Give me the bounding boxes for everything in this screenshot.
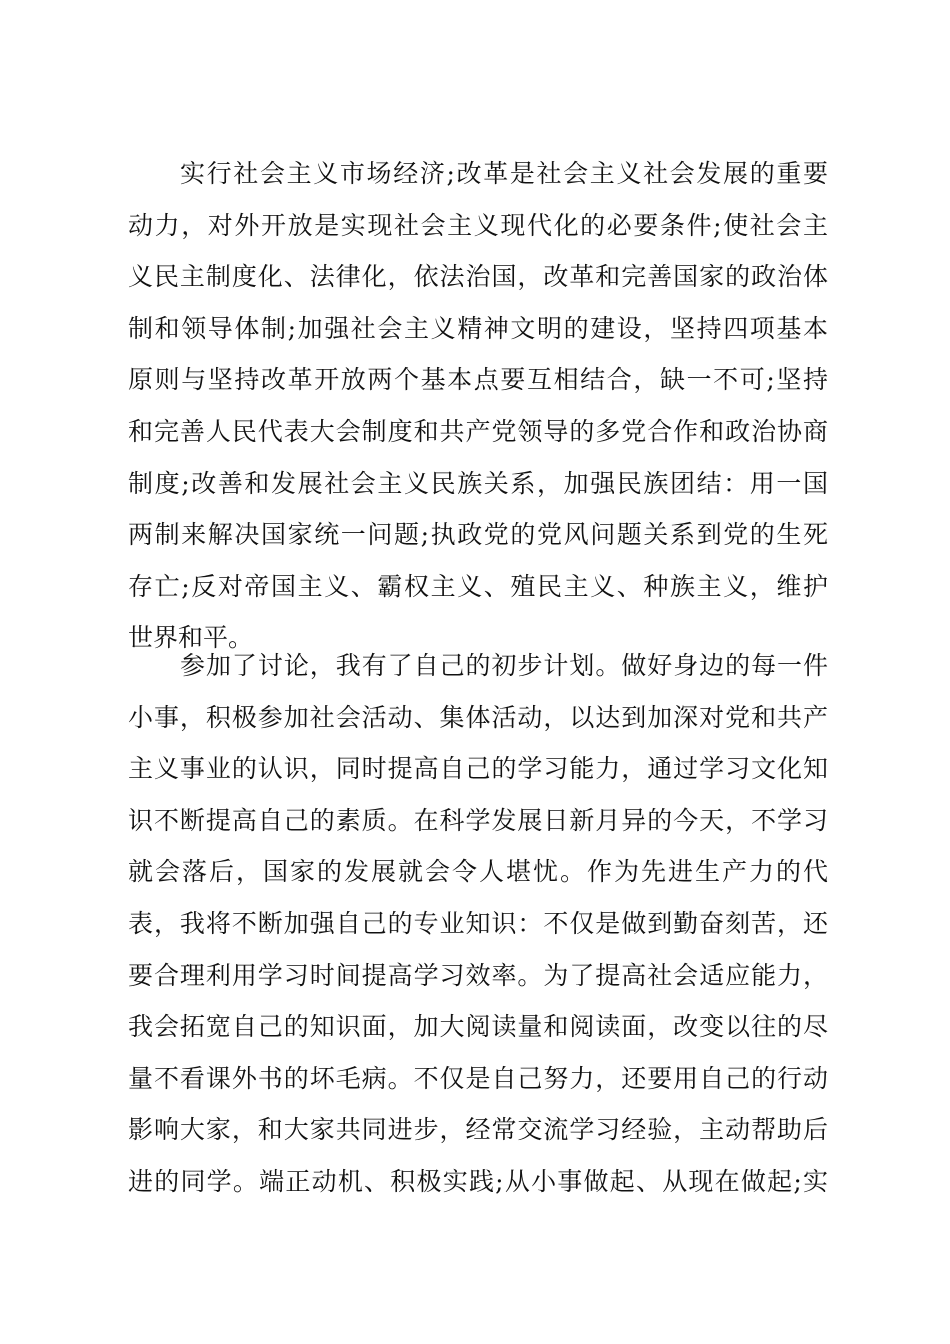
paragraph-line: 进的同学。端正动机、积极实践;从小事做起、从现在做起;实 [128, 1166, 828, 1196]
paragraph-line: 表，我将不断加强自己的专业知识：不仅是做到勤奋刻苦，还 [128, 908, 828, 938]
paragraph-line: 我会拓宽自己的知识面，加大阅读量和阅读面，改变以往的尽 [128, 1012, 828, 1042]
paragraph-line: 义民主制度化、法律化，依法治国，改革和完善国家的政治体 [128, 262, 828, 292]
paragraph-line: 参加了讨论，我有了自己的初步计划。做好身边的每一件 [180, 651, 828, 680]
paragraph-1 [128, 148, 828, 664]
paragraph-line: 影响大家，和大家共同进步，经常交流学习经验，主动帮助后 [128, 1115, 828, 1145]
paragraph-line: 识不断提高自己的素质。在科学发展日新月异的今天，不学习 [128, 805, 828, 835]
paragraph-line: 量不看课外书的坏毛病。不仅是自己努力，还要用自己的行动 [128, 1063, 828, 1093]
paragraph-2 [128, 640, 828, 1208]
paragraph-line: 动力，对外开放是实现社会主义现代化的必要条件;使社会主 [128, 210, 828, 240]
paragraph-line: 和完善人民代表大会制度和共产党领导的多党合作和政治协商 [128, 416, 828, 446]
paragraph-line: 小事，积极参加社会活动、集体活动，以达到加深对党和共产 [128, 702, 828, 732]
paragraph-line: 主义事业的认识，同时提高自己的学习能力，通过学习文化知 [128, 754, 828, 784]
paragraph-line: 两制来解决国家统一问题;执政党的党风问题关系到党的生死 [128, 520, 828, 550]
paragraph-line: 原则与坚持改革开放两个基本点要互相结合，缺一不可;坚持 [128, 365, 828, 395]
paragraph-line: 制和领导体制;加强社会主义精神文明的建设，坚持四项基本 [128, 313, 828, 343]
paragraph-line: 世界和平。 [128, 623, 254, 653]
paragraph-line: 就会落后，国家的发展就会令人堪忧。作为先进生产力的代 [128, 857, 828, 887]
paragraph-line: 存亡;反对帝国主义、霸权主义、殖民主义、种族主义，维护 [128, 571, 828, 601]
paragraph-line: 要合理利用学习时间提高学习效率。为了提高社会适应能力， [128, 960, 828, 990]
paragraph-line: 实行社会主义市场经济;改革是社会主义社会发展的重要 [180, 159, 828, 188]
paragraph-line: 制度;改善和发展社会主义民族关系，加强民族团结：用一国 [128, 468, 828, 498]
